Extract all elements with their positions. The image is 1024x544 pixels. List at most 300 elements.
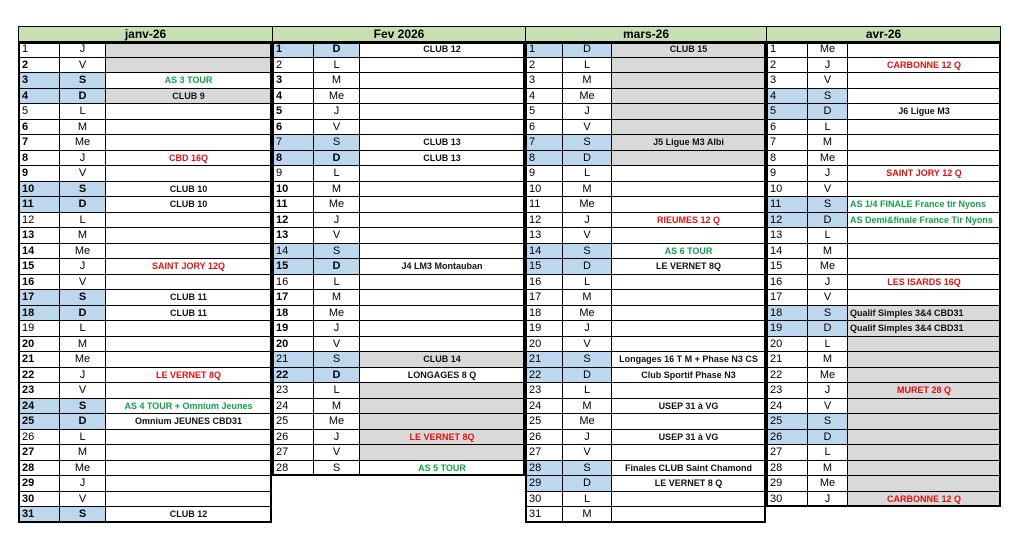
event-cell [360, 414, 525, 430]
day-row [766, 337, 1001, 353]
day-row [766, 275, 1001, 291]
weekday-letter: D [808, 430, 848, 446]
day-row [525, 120, 766, 136]
weekday-letter: L [60, 321, 106, 337]
day-row [18, 414, 272, 430]
weekday-letter: V [60, 275, 106, 291]
day-row [272, 120, 525, 136]
weekday-letter: Me [808, 476, 848, 492]
day-row [766, 383, 1001, 399]
day-number: 6 [18, 120, 60, 136]
event-cell [848, 399, 1001, 415]
event-cell [848, 430, 1001, 446]
day-row [766, 476, 1001, 492]
month-header: avr-26 [766, 26, 1001, 42]
weekday-letter: D [60, 197, 106, 213]
event-cell [106, 244, 272, 260]
event-cell [360, 58, 525, 74]
day-number: 15 [766, 259, 808, 275]
weekday-letter: Me [60, 461, 106, 477]
day-row [766, 228, 1001, 244]
day-number: 6 [272, 120, 314, 136]
day-number: 18 [766, 306, 808, 322]
event-cell [360, 104, 525, 120]
event-cell: AS 4 TOUR + Omnium Jeunes [106, 399, 272, 415]
weekday-letter: L [563, 166, 612, 182]
day-number: 20 [525, 337, 563, 353]
day-number: 23 [525, 383, 563, 399]
event-cell [360, 197, 525, 213]
weekday-letter: L [808, 337, 848, 353]
day-number: 26 [272, 430, 314, 446]
day-number: 21 [18, 352, 60, 368]
day-number: 2 [766, 58, 808, 74]
day-number: 4 [272, 89, 314, 105]
day-number: 27 [272, 445, 314, 461]
day-number: 17 [18, 290, 60, 306]
day-row [18, 445, 272, 461]
day-row [18, 58, 272, 74]
day-row [525, 89, 766, 105]
day-number: 17 [525, 290, 563, 306]
day-number: 25 [272, 414, 314, 430]
weekday-letter: J [314, 430, 360, 446]
day-number: 23 [18, 383, 60, 399]
weekday-letter: L [314, 275, 360, 291]
weekday-letter: V [60, 58, 106, 74]
weekday-letter: Me [314, 414, 360, 430]
weekday-letter: L [563, 275, 612, 291]
day-row [766, 368, 1001, 384]
day-number: 14 [18, 244, 60, 260]
event-cell [612, 104, 766, 120]
day-number: 5 [766, 104, 808, 120]
event-cell [106, 104, 272, 120]
event-cell: CARBONNE 12 Q [848, 58, 1001, 74]
weekday-letter: S [808, 414, 848, 430]
event-cell: MURET 28 Q [848, 383, 1001, 399]
day-number: 21 [766, 352, 808, 368]
weekday-letter: D [60, 306, 106, 322]
day-row [18, 492, 272, 508]
day-number: 18 [272, 306, 314, 322]
weekday-letter: M [60, 337, 106, 353]
day-number: 19 [525, 321, 563, 337]
weekday-letter: J [314, 213, 360, 229]
day-row [525, 461, 766, 477]
weekday-letter: V [808, 290, 848, 306]
weekday-letter: L [60, 430, 106, 446]
day-row [272, 275, 525, 291]
day-number: 5 [18, 104, 60, 120]
weekday-letter: L [314, 166, 360, 182]
day-number: 5 [272, 104, 314, 120]
weekday-letter: Me [808, 42, 848, 58]
event-cell [848, 445, 1001, 461]
day-number: 23 [272, 383, 314, 399]
day-row [525, 104, 766, 120]
event-cell [360, 290, 525, 306]
weekday-letter: S [563, 352, 612, 368]
day-row [525, 383, 766, 399]
day-row [525, 42, 766, 58]
weekday-letter: S [314, 461, 360, 477]
weekday-letter: V [563, 120, 612, 136]
event-cell: Longages 16 T M + Phase N3 CS [612, 352, 766, 368]
weekday-letter: S [314, 352, 360, 368]
weekday-letter: S [314, 244, 360, 260]
day-row [525, 166, 766, 182]
weekday-letter: J [808, 492, 848, 508]
event-cell [848, 182, 1001, 198]
day-number: 10 [18, 182, 60, 198]
weekday-letter: L [808, 228, 848, 244]
event-cell: AS 1/4 FINALE France tir Nyons [848, 197, 1001, 213]
day-number: 15 [18, 259, 60, 275]
day-row [272, 58, 525, 74]
event-cell [360, 383, 525, 399]
weekday-letter: V [314, 120, 360, 136]
day-number: 20 [766, 337, 808, 353]
day-row [18, 337, 272, 353]
weekday-letter: Me [563, 414, 612, 430]
day-row [525, 445, 766, 461]
day-row [18, 430, 272, 446]
weekday-letter: V [563, 337, 612, 353]
event-cell [612, 197, 766, 213]
day-number: 15 [525, 259, 563, 275]
event-cell [106, 430, 272, 446]
day-row [272, 244, 525, 260]
event-cell: LES ISARDS 16Q [848, 275, 1001, 291]
event-cell: RIEUMES 12 Q [612, 213, 766, 229]
day-row [18, 368, 272, 384]
weekday-letter: D [314, 42, 360, 58]
weekday-letter: S [808, 306, 848, 322]
day-row [766, 120, 1001, 136]
weekday-letter: M [314, 290, 360, 306]
event-cell [848, 337, 1001, 353]
weekday-letter: Me [563, 197, 612, 213]
day-number: 24 [766, 399, 808, 415]
event-cell [612, 321, 766, 337]
event-cell: J6 Ligue M3 [848, 104, 1001, 120]
event-cell [360, 73, 525, 89]
event-cell: Qualif Simples 3&4 CBD31 [848, 321, 1001, 337]
day-row [18, 306, 272, 322]
weekday-letter: L [60, 213, 106, 229]
day-number: 20 [18, 337, 60, 353]
weekday-letter: J [60, 259, 106, 275]
event-cell [106, 135, 272, 151]
day-row [18, 290, 272, 306]
event-cell [612, 383, 766, 399]
weekday-letter: S [60, 290, 106, 306]
event-cell: Qualif Simples 3&4 CBD31 [848, 306, 1001, 322]
weekday-letter: Me [314, 306, 360, 322]
event-cell: AS 6 TOUR [612, 244, 766, 260]
day-row [525, 352, 766, 368]
day-row [272, 151, 525, 167]
day-number: 24 [18, 399, 60, 415]
weekday-letter: J [314, 104, 360, 120]
day-row [18, 42, 272, 58]
event-cell [848, 290, 1001, 306]
event-cell [360, 166, 525, 182]
weekday-letter: J [60, 476, 106, 492]
weekday-letter: S [563, 461, 612, 477]
weekday-letter: S [563, 244, 612, 260]
day-row [766, 430, 1001, 446]
weekday-letter: V [314, 445, 360, 461]
weekday-letter: L [314, 58, 360, 74]
day-number: 9 [525, 166, 563, 182]
day-row [272, 213, 525, 229]
day-number: 30 [766, 492, 808, 508]
day-number: 12 [272, 213, 314, 229]
day-row [766, 58, 1001, 74]
day-row [525, 290, 766, 306]
weekday-letter: D [563, 151, 612, 167]
event-cell [848, 73, 1001, 89]
day-row [766, 42, 1001, 58]
weekday-letter: V [314, 337, 360, 353]
weekday-letter: V [808, 182, 848, 198]
day-number: 25 [525, 414, 563, 430]
weekday-letter: M [808, 352, 848, 368]
weekday-letter: L [563, 383, 612, 399]
event-cell [612, 306, 766, 322]
day-row [18, 275, 272, 291]
day-row [18, 213, 272, 229]
event-cell [848, 476, 1001, 492]
day-number: 25 [18, 414, 60, 430]
day-number: 14 [272, 244, 314, 260]
day-row [525, 73, 766, 89]
weekday-letter: D [808, 213, 848, 229]
day-number: 18 [18, 306, 60, 322]
day-number: 31 [525, 507, 563, 523]
day-number: 20 [272, 337, 314, 353]
event-cell: J5 Ligue M3 Albi [612, 135, 766, 151]
weekday-letter: S [60, 73, 106, 89]
day-row [272, 197, 525, 213]
weekday-letter: D [563, 259, 612, 275]
day-row [766, 104, 1001, 120]
day-row [272, 461, 525, 477]
event-cell [360, 182, 525, 198]
day-number: 18 [525, 306, 563, 322]
weekday-letter: Me [60, 135, 106, 151]
weekday-letter: V [314, 228, 360, 244]
day-row [525, 321, 766, 337]
weekday-letter: M [563, 507, 612, 523]
day-number: 3 [766, 73, 808, 89]
day-row [766, 135, 1001, 151]
day-row [18, 166, 272, 182]
event-cell [106, 383, 272, 399]
event-cell: CLUB 14 [360, 352, 525, 368]
day-row [525, 244, 766, 260]
event-cell [848, 368, 1001, 384]
weekday-letter: V [808, 399, 848, 415]
weekday-letter: M [314, 399, 360, 415]
weekday-letter: S [314, 135, 360, 151]
event-cell: SAINT JORY 12Q [106, 259, 272, 275]
day-row [18, 383, 272, 399]
day-number: 12 [766, 213, 808, 229]
event-cell: CBD 16Q [106, 151, 272, 167]
event-cell: SAINT JORY 12 Q [848, 166, 1001, 182]
day-number: 24 [525, 399, 563, 415]
day-number: 27 [525, 445, 563, 461]
event-cell [106, 42, 272, 58]
day-number: 29 [525, 476, 563, 492]
weekday-letter: D [60, 414, 106, 430]
weekday-letter: Me [563, 89, 612, 105]
day-number: 1 [18, 42, 60, 58]
event-cell: CLUB 11 [106, 290, 272, 306]
event-cell: CARBONNE 12 Q [848, 492, 1001, 508]
day-number: 7 [272, 135, 314, 151]
day-number: 2 [525, 58, 563, 74]
weekday-letter: J [60, 368, 106, 384]
day-number: 11 [18, 197, 60, 213]
event-cell [106, 275, 272, 291]
weekday-letter: S [60, 182, 106, 198]
event-cell: LONGAGES 8 Q [360, 368, 525, 384]
day-row [18, 120, 272, 136]
weekday-letter: D [563, 476, 612, 492]
event-cell [106, 337, 272, 353]
day-row [766, 244, 1001, 260]
day-number: 28 [18, 461, 60, 477]
weekday-letter: S [60, 399, 106, 415]
weekday-letter: Me [314, 197, 360, 213]
event-cell [848, 151, 1001, 167]
event-cell: LE VERNET 8Q [360, 430, 525, 446]
weekday-letter: S [808, 89, 848, 105]
day-number: 15 [272, 259, 314, 275]
day-row [272, 42, 525, 58]
event-cell: LE VERNET 8 Q [612, 476, 766, 492]
weekday-letter: J [808, 275, 848, 291]
day-row [18, 259, 272, 275]
day-number: 16 [18, 275, 60, 291]
weekday-letter: J [808, 58, 848, 74]
day-number: 22 [766, 368, 808, 384]
event-cell [612, 73, 766, 89]
event-cell [848, 228, 1001, 244]
day-number: 1 [272, 42, 314, 58]
weekday-letter: L [563, 58, 612, 74]
event-cell [612, 492, 766, 508]
day-row [766, 182, 1001, 198]
day-row [766, 399, 1001, 415]
day-row [525, 135, 766, 151]
day-row [272, 166, 525, 182]
weekday-letter: Me [563, 306, 612, 322]
day-number: 10 [766, 182, 808, 198]
day-row [18, 352, 272, 368]
day-row [525, 507, 766, 523]
day-number: 3 [272, 73, 314, 89]
event-cell: CLUB 13 [360, 151, 525, 167]
weekday-letter: J [808, 166, 848, 182]
weekday-letter: D [314, 259, 360, 275]
day-number: 8 [272, 151, 314, 167]
weekday-letter: M [314, 182, 360, 198]
day-number: 13 [766, 228, 808, 244]
weekday-letter: J [563, 430, 612, 446]
weekday-letter: M [60, 228, 106, 244]
day-row [525, 58, 766, 74]
day-number: 11 [766, 197, 808, 213]
day-number: 2 [272, 58, 314, 74]
day-row [18, 321, 272, 337]
weekday-letter: Me [808, 368, 848, 384]
event-cell [106, 228, 272, 244]
event-cell [360, 445, 525, 461]
event-cell: LE VERNET 8Q [612, 259, 766, 275]
event-cell: USEP 31 à VG [612, 430, 766, 446]
day-row [525, 197, 766, 213]
day-row [18, 461, 272, 477]
day-number: 10 [525, 182, 563, 198]
day-number: 21 [272, 352, 314, 368]
event-cell [612, 58, 766, 74]
event-cell [612, 228, 766, 244]
day-number: 10 [272, 182, 314, 198]
weekday-letter: J [60, 42, 106, 58]
weekday-letter: L [808, 120, 848, 136]
event-cell [612, 182, 766, 198]
day-number: 19 [18, 321, 60, 337]
day-number: 8 [766, 151, 808, 167]
day-number: 25 [766, 414, 808, 430]
event-cell [612, 414, 766, 430]
weekday-letter: D [808, 104, 848, 120]
event-cell [360, 244, 525, 260]
day-number: 31 [18, 507, 60, 523]
event-cell: J4 LM3 Montauban [360, 259, 525, 275]
day-row [18, 197, 272, 213]
event-cell: CLUB 12 [106, 507, 272, 523]
event-cell: CLUB 15 [612, 42, 766, 58]
day-row [18, 151, 272, 167]
weekday-letter: M [563, 290, 612, 306]
weekday-letter: Me [60, 352, 106, 368]
day-row [272, 89, 525, 105]
event-cell [106, 120, 272, 136]
event-cell [612, 120, 766, 136]
day-row [272, 368, 525, 384]
event-cell [106, 476, 272, 492]
day-number: 28 [525, 461, 563, 477]
event-cell [360, 337, 525, 353]
day-number: 6 [525, 120, 563, 136]
event-cell: Omnium JEUNES CBD31 [106, 414, 272, 430]
day-row [766, 166, 1001, 182]
event-cell [360, 306, 525, 322]
day-number: 22 [18, 368, 60, 384]
day-row [272, 259, 525, 275]
event-cell: Club Sportif Phase N3 [612, 368, 766, 384]
weekday-letter: V [563, 228, 612, 244]
day-row [272, 383, 525, 399]
event-cell: AS 5 TOUR [360, 461, 525, 477]
day-row [525, 337, 766, 353]
